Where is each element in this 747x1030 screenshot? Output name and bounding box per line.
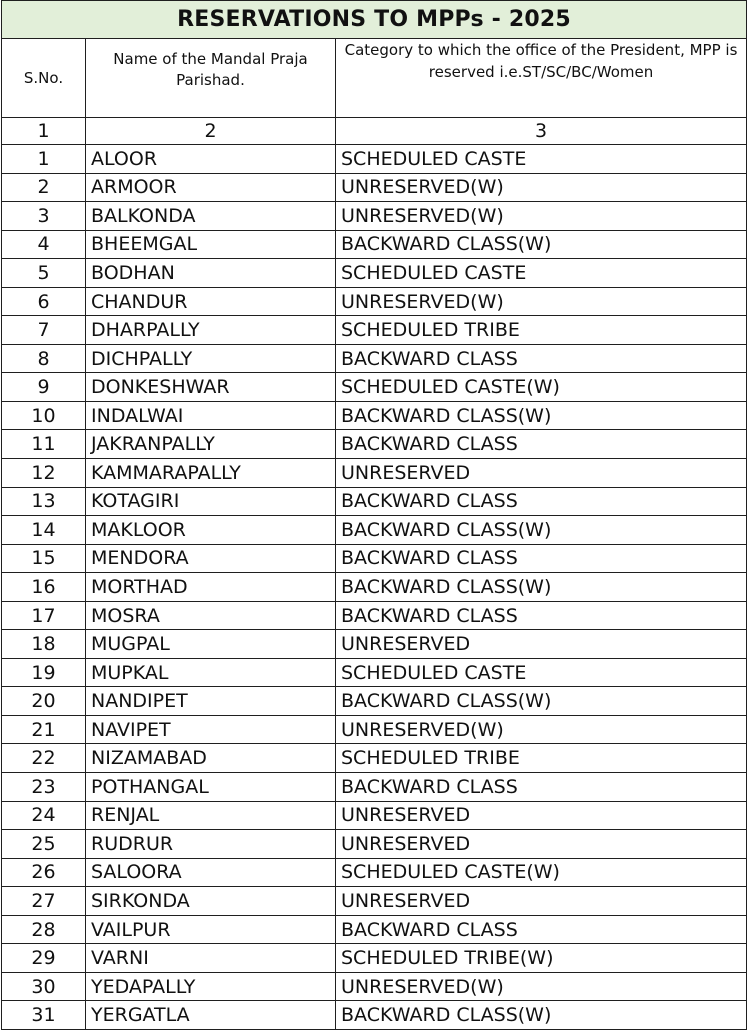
table-row — [2, 715, 747, 744]
row-mandal-name: MOSRA — [86, 601, 336, 630]
row-category: BACKWARD CLASS(W) — [336, 687, 747, 716]
row-mandal-name: JAKRANPALLY — [86, 430, 336, 459]
row-mandal-name: POTHANGAL — [86, 773, 336, 802]
row-mandal-name: MORTHAD — [86, 573, 336, 602]
row-category: UNRESERVED(W) — [336, 202, 747, 231]
table-row — [2, 516, 747, 545]
row-category: BACKWARD CLASS — [336, 773, 747, 802]
row-mandal-name: MUPKAL — [86, 658, 336, 687]
row-sno: 7 — [2, 316, 86, 345]
table-title: RESERVATIONS TO MPPs - 2025 — [2, 1, 747, 39]
row-sno: 25 — [2, 830, 86, 859]
row-category: SCHEDULED CASTE — [336, 658, 747, 687]
table-row — [2, 858, 747, 887]
row-mandal-name: ARMOOR — [86, 173, 336, 202]
row-sno: 4 — [2, 230, 86, 259]
row-sno: 29 — [2, 944, 86, 973]
header-mandal-name: Name of the Mandal Praja Parishad. — [86, 39, 336, 118]
row-sno: 15 — [2, 544, 86, 573]
row-category: BACKWARD CLASS — [336, 344, 747, 373]
row-sno: 2 — [2, 173, 86, 202]
row-sno: 31 — [2, 1001, 86, 1030]
row-sno: 16 — [2, 573, 86, 602]
row-mandal-name: BALKONDA — [86, 202, 336, 231]
row-mandal-name: MUGPAL — [86, 630, 336, 659]
row-mandal-name: NANDIPET — [86, 687, 336, 716]
header-sno: S.No. — [2, 39, 86, 118]
row-category: UNRESERVED(W) — [336, 287, 747, 316]
row-category: UNRESERVED(W) — [336, 173, 747, 202]
row-category: UNRESERVED — [336, 830, 747, 859]
row-sno: 13 — [2, 487, 86, 516]
row-category: SCHEDULED TRIBE(W) — [336, 944, 747, 973]
column-number-3: 3 — [336, 118, 747, 145]
table-row — [2, 544, 747, 573]
column-number-2: 2 — [86, 118, 336, 145]
row-category: UNRESERVED — [336, 801, 747, 830]
row-mandal-name: VARNI — [86, 944, 336, 973]
table-row — [2, 915, 747, 944]
row-sno: 24 — [2, 801, 86, 830]
table-row — [2, 773, 747, 802]
table-row — [2, 287, 747, 316]
row-category: BACKWARD CLASS(W) — [336, 573, 747, 602]
row-sno: 18 — [2, 630, 86, 659]
table-row — [2, 658, 747, 687]
row-mandal-name: MENDORA — [86, 544, 336, 573]
row-category: BACKWARD CLASS(W) — [336, 516, 747, 545]
row-category: UNRESERVED(W) — [336, 715, 747, 744]
table-row — [2, 173, 747, 202]
row-mandal-name: KOTAGIRI — [86, 487, 336, 516]
row-mandal-name: ALOOR — [86, 145, 336, 174]
row-mandal-name: RUDRUR — [86, 830, 336, 859]
row-sno: 26 — [2, 858, 86, 887]
row-sno: 30 — [2, 972, 86, 1001]
row-sno: 27 — [2, 887, 86, 916]
table-row — [2, 687, 747, 716]
table-row — [2, 230, 747, 259]
row-sno: 5 — [2, 259, 86, 288]
row-mandal-name: DICHPALLY — [86, 344, 336, 373]
column-number-1: 1 — [2, 118, 86, 145]
row-category: BACKWARD CLASS — [336, 544, 747, 573]
table-row — [2, 487, 747, 516]
row-mandal-name: RENJAL — [86, 801, 336, 830]
row-sno: 21 — [2, 715, 86, 744]
table-row — [2, 316, 747, 345]
row-category: BACKWARD CLASS — [336, 915, 747, 944]
row-sno: 14 — [2, 516, 86, 545]
row-sno: 10 — [2, 401, 86, 430]
row-category: UNRESERVED — [336, 459, 747, 488]
table-row — [2, 887, 747, 916]
row-mandal-name: DHARPALLY — [86, 316, 336, 345]
table-row — [2, 344, 747, 373]
row-category: SCHEDULED TRIBE — [336, 744, 747, 773]
table-row — [2, 145, 747, 174]
row-mandal-name: DONKESHWAR — [86, 373, 336, 402]
table-row — [2, 573, 747, 602]
table-row — [2, 630, 747, 659]
table-row — [2, 601, 747, 630]
row-mandal-name: INDALWAI — [86, 401, 336, 430]
table-row — [2, 259, 747, 288]
row-sno: 28 — [2, 915, 86, 944]
row-category: UNRESERVED — [336, 630, 747, 659]
row-sno: 8 — [2, 344, 86, 373]
row-mandal-name: CHANDUR — [86, 287, 336, 316]
row-sno: 11 — [2, 430, 86, 459]
table-row — [2, 202, 747, 231]
row-sno: 17 — [2, 601, 86, 630]
row-mandal-name: NIZAMABAD — [86, 744, 336, 773]
row-category: BACKWARD CLASS — [336, 601, 747, 630]
row-sno: 9 — [2, 373, 86, 402]
row-mandal-name: KAMMARAPALLY — [86, 459, 336, 488]
row-category: BACKWARD CLASS — [336, 430, 747, 459]
table-row — [2, 744, 747, 773]
header-row — [2, 39, 747, 118]
row-mandal-name: NAVIPET — [86, 715, 336, 744]
title-row — [2, 1, 747, 39]
column-number-row — [2, 118, 747, 145]
table-row — [2, 430, 747, 459]
header-category: Category to which the office of the President, MPP is reserved i.e.ST/SC/BC/Women — [336, 39, 747, 118]
table-row — [2, 401, 747, 430]
row-category: UNRESERVED(W) — [336, 972, 747, 1001]
row-mandal-name: SIRKONDA — [86, 887, 336, 916]
row-category: BACKWARD CLASS(W) — [336, 401, 747, 430]
row-mandal-name: YEDAPALLY — [86, 972, 336, 1001]
row-category: SCHEDULED CASTE — [336, 259, 747, 288]
row-sno: 12 — [2, 459, 86, 488]
table-row — [2, 373, 747, 402]
row-mandal-name: BODHAN — [86, 259, 336, 288]
table-row — [2, 1001, 747, 1030]
row-sno: 20 — [2, 687, 86, 716]
table-row — [2, 830, 747, 859]
row-category: SCHEDULED CASTE — [336, 145, 747, 174]
row-sno: 23 — [2, 773, 86, 802]
row-mandal-name: SALOORA — [86, 858, 336, 887]
table-row — [2, 459, 747, 488]
row-category: BACKWARD CLASS(W) — [336, 1001, 747, 1030]
row-category: BACKWARD CLASS — [336, 487, 747, 516]
table-body — [2, 145, 747, 1030]
row-category: SCHEDULED CASTE(W) — [336, 858, 747, 887]
row-sno: 3 — [2, 202, 86, 231]
table-row — [2, 944, 747, 973]
row-category: UNRESERVED — [336, 887, 747, 916]
row-sno: 1 — [2, 145, 86, 174]
row-category: BACKWARD CLASS(W) — [336, 230, 747, 259]
row-mandal-name: YERGATLA — [86, 1001, 336, 1030]
row-mandal-name: MAKLOOR — [86, 516, 336, 545]
table-row — [2, 801, 747, 830]
row-sno: 6 — [2, 287, 86, 316]
row-sno: 22 — [2, 744, 86, 773]
row-category: SCHEDULED TRIBE — [336, 316, 747, 345]
row-mandal-name: VAILPUR — [86, 915, 336, 944]
row-category: SCHEDULED CASTE(W) — [336, 373, 747, 402]
row-mandal-name: BHEEMGAL — [86, 230, 336, 259]
table-row — [2, 972, 747, 1001]
row-sno: 19 — [2, 658, 86, 687]
reservations-table — [1, 0, 747, 1030]
